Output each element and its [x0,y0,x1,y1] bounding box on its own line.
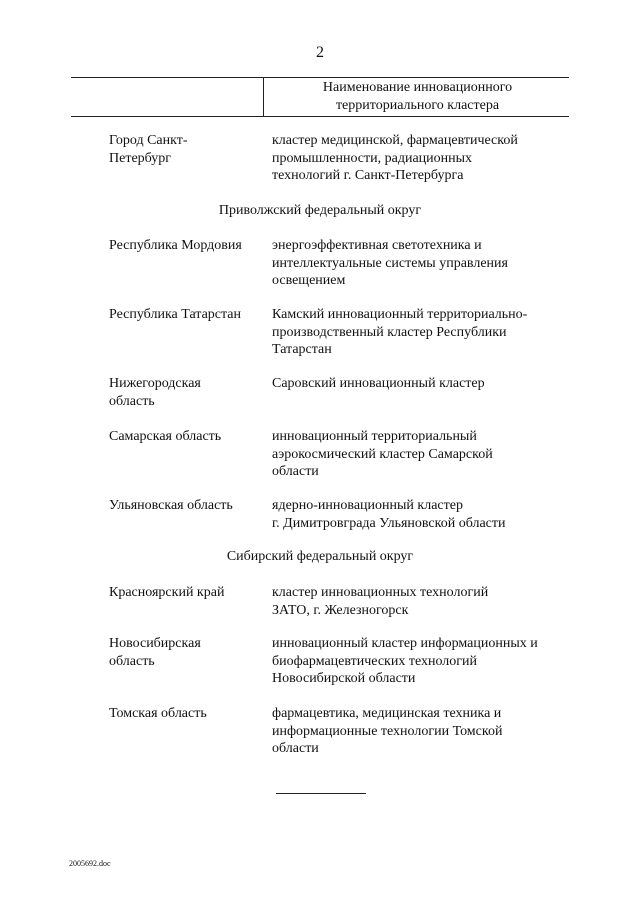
region-line: область [109,393,155,409]
header-rule-top [71,77,569,78]
region-line: Республика Мордовия [109,238,242,253]
region-name [109,705,259,723]
cluster-line: фармацевтика, медицинская техника и [272,706,502,721]
region-name [109,497,259,515]
region-name [109,132,259,167]
cluster-line: биофармацевтических технологий [272,653,478,669]
cluster-name [272,705,572,758]
cluster-line: освещением [272,273,346,288]
district-heading-siberian: Сибирский федеральный округ [226,549,414,564]
cluster-name [272,132,572,185]
region-name [109,584,259,602]
region-line: Республика Татарстан [109,307,242,322]
end-of-list-line [276,793,366,794]
region-line: Новосибирская [109,636,201,651]
cluster-line: ЗАТО, г. Железногорск [272,602,409,618]
cluster-line: производственный кластер Республики [272,324,507,340]
region-name [109,428,259,446]
cluster-line: промышленности, радиационных [272,150,473,166]
region-name [109,375,259,410]
region-line: Красноярский край [109,585,225,600]
region-name [109,635,259,670]
cluster-line: г. Димитровграда Ульяновской области [272,515,506,531]
cluster-line: области [272,741,319,756]
region-line: Город Санкт- [109,133,188,148]
document-id: 2005692.doc [69,859,111,868]
cluster-line: Новосибирской области [272,671,416,686]
region-line: Петербург [109,150,171,166]
cluster-line: инновационный кластер информационных и [272,636,538,651]
region-line: Нижегородская [109,376,201,391]
region-name [109,306,259,324]
region-line: область [109,653,155,669]
cluster-line: кластер медицинской, фармацевтической [272,133,518,148]
cluster-line: Саровский инновационный кластер [272,376,485,391]
header-line-1: Наименование инновационного [322,80,513,95]
cluster-name [272,497,572,532]
cluster-name [272,584,572,619]
cluster-line: энергоэффективная светотехника и [272,238,482,253]
cluster-line: инновационный территориальный [272,429,477,444]
cluster-line: информационные технологии Томской [272,723,503,739]
region-line: Томская область [109,706,207,721]
district-heading-volga: Приволжский федеральный округ [218,203,422,218]
page-number: 2 [316,44,324,61]
header-rule-bottom [71,116,569,117]
cluster-line: кластер инновационных технологий [272,585,489,600]
cluster-line: области [272,464,319,479]
cluster-line: аэрокосмический кластер Самарской [272,446,493,462]
region-line: Самарская область [109,429,222,444]
table-header-cluster-column [266,79,569,115]
cluster-name [272,428,572,481]
cluster-line: ядерно-инновационный кластер [272,498,463,513]
header-line-2: территориального кластера [335,98,500,113]
cluster-line: технологий г. Санкт-Петербурга [272,168,464,183]
cluster-line: Татарстан [272,342,332,357]
cluster-name [272,237,572,290]
region-line: Ульяновская область [109,498,233,513]
region-name [109,237,259,255]
cluster-name [272,635,572,688]
cluster-name [272,306,572,359]
cluster-line: интеллектуальные системы управления [272,255,508,271]
cluster-name [272,375,572,393]
cluster-line: Камский инновационный территориально- [272,307,528,322]
header-column-divider [263,78,264,116]
